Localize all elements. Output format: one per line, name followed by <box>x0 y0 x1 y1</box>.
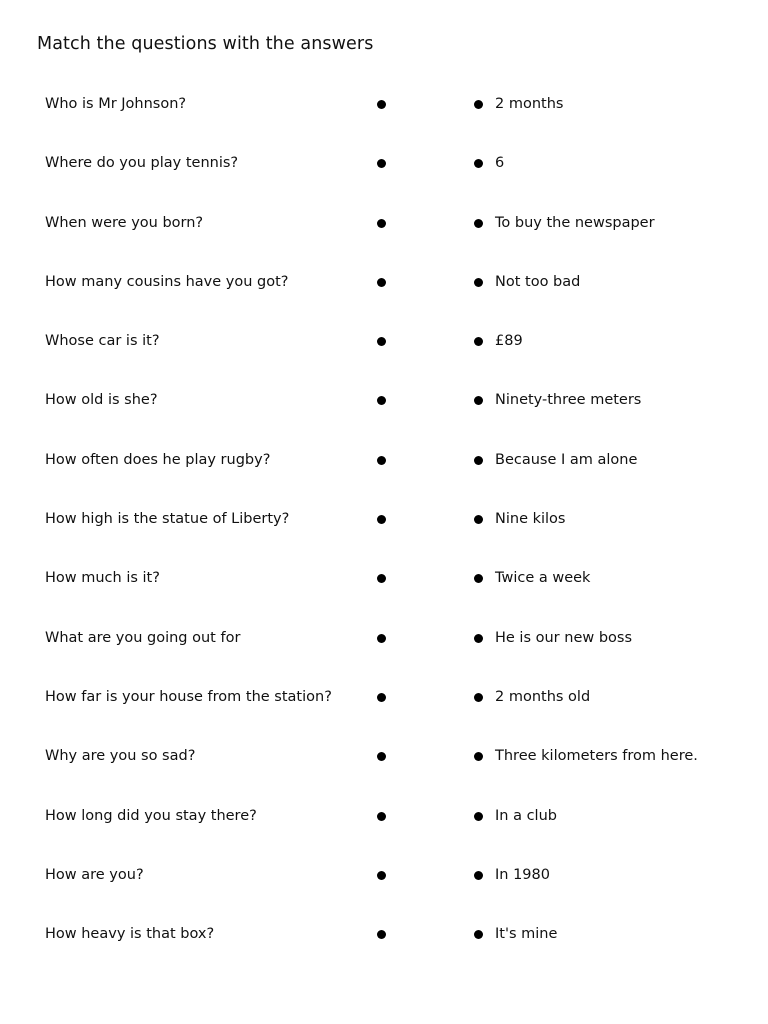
match-row <box>0 669 768 728</box>
match-row <box>0 76 768 135</box>
match-row <box>0 195 768 254</box>
answer-dot-icon[interactable] <box>474 930 483 939</box>
answer-text: 2 months <box>495 96 564 112</box>
question-dot-icon[interactable] <box>377 930 386 939</box>
question-text: How many cousins have you got? <box>45 273 289 290</box>
question-dot-icon[interactable] <box>377 159 386 168</box>
question-dot-icon[interactable] <box>377 752 386 761</box>
match-row <box>0 135 768 194</box>
answer-dot-icon[interactable] <box>474 219 483 228</box>
question-text: What are you going out for <box>45 629 241 646</box>
match-row <box>0 728 768 787</box>
answer-dot-icon[interactable] <box>474 100 483 109</box>
match-row <box>0 550 768 609</box>
question-text: When were you born? <box>45 214 204 231</box>
question-text: Who is Mr Johnson? <box>45 96 187 112</box>
question-dot-icon[interactable] <box>377 456 386 465</box>
match-row <box>0 254 768 313</box>
answer-dot-icon[interactable] <box>474 337 483 346</box>
question-dot-icon[interactable] <box>377 812 386 821</box>
answer-text: It's mine <box>495 926 558 943</box>
question-dot-icon[interactable] <box>377 219 386 228</box>
match-row <box>0 610 768 669</box>
answer-text: £89 <box>495 333 523 350</box>
question-dot-icon[interactable] <box>377 634 386 643</box>
question-text: How far is your house from the station? <box>45 688 332 705</box>
question-dot-icon[interactable] <box>377 337 386 346</box>
answer-text: Not too bad <box>495 273 581 290</box>
answer-text: He is our new boss <box>495 629 633 646</box>
question-dot-icon[interactable] <box>377 693 386 702</box>
answer-dot-icon[interactable] <box>474 752 483 761</box>
worksheet-title: Match the questions with the answers <box>37 34 374 54</box>
question-dot-icon[interactable] <box>377 871 386 880</box>
match-row <box>0 372 768 431</box>
question-text: How old is she? <box>45 392 158 409</box>
answer-text: 2 months old <box>495 688 591 705</box>
answer-dot-icon[interactable] <box>474 515 483 524</box>
question-text: How are you? <box>45 866 144 883</box>
answer-text: In 1980 <box>495 866 550 883</box>
match-row <box>0 788 768 847</box>
answer-text: Twice a week <box>495 570 591 587</box>
answer-dot-icon[interactable] <box>474 456 483 465</box>
answer-dot-icon[interactable] <box>474 396 483 405</box>
answer-dot-icon[interactable] <box>474 871 483 880</box>
question-text: How much is it? <box>45 570 160 587</box>
question-text: How high is the statue of Liberty? <box>45 511 290 528</box>
answer-dot-icon[interactable] <box>474 278 483 287</box>
answer-dot-icon[interactable] <box>474 634 483 643</box>
answer-dot-icon[interactable] <box>474 812 483 821</box>
match-row <box>0 906 768 965</box>
answer-dot-icon[interactable] <box>474 574 483 583</box>
question-dot-icon[interactable] <box>377 278 386 287</box>
answer-dot-icon[interactable] <box>474 159 483 168</box>
match-row <box>0 847 768 906</box>
question-text: Why are you so sad? <box>45 748 196 765</box>
match-row <box>0 491 768 550</box>
match-row <box>0 313 768 372</box>
question-text: How long did you stay there? <box>45 807 257 824</box>
question-dot-icon[interactable] <box>377 396 386 405</box>
answer-text: Ninety-three meters <box>495 392 642 409</box>
answer-text: Three kilometers from here. <box>495 748 698 765</box>
answer-text: To buy the newspaper <box>495 214 655 231</box>
answer-text: 6 <box>495 155 505 172</box>
match-row <box>0 432 768 491</box>
matching-list <box>0 76 768 965</box>
question-text: Whose car is it? <box>45 333 160 350</box>
question-text: How often does he play rugby? <box>45 451 271 468</box>
question-dot-icon[interactable] <box>377 515 386 524</box>
answer-text: Nine kilos <box>495 511 566 528</box>
answer-dot-icon[interactable] <box>474 693 483 702</box>
answer-text: In a club <box>495 807 557 824</box>
question-dot-icon[interactable] <box>377 574 386 583</box>
question-text: How heavy is that box? <box>45 926 215 943</box>
question-dot-icon[interactable] <box>377 100 386 109</box>
answer-text: Because I am alone <box>495 451 638 468</box>
question-text: Where do you play tennis? <box>45 155 239 172</box>
